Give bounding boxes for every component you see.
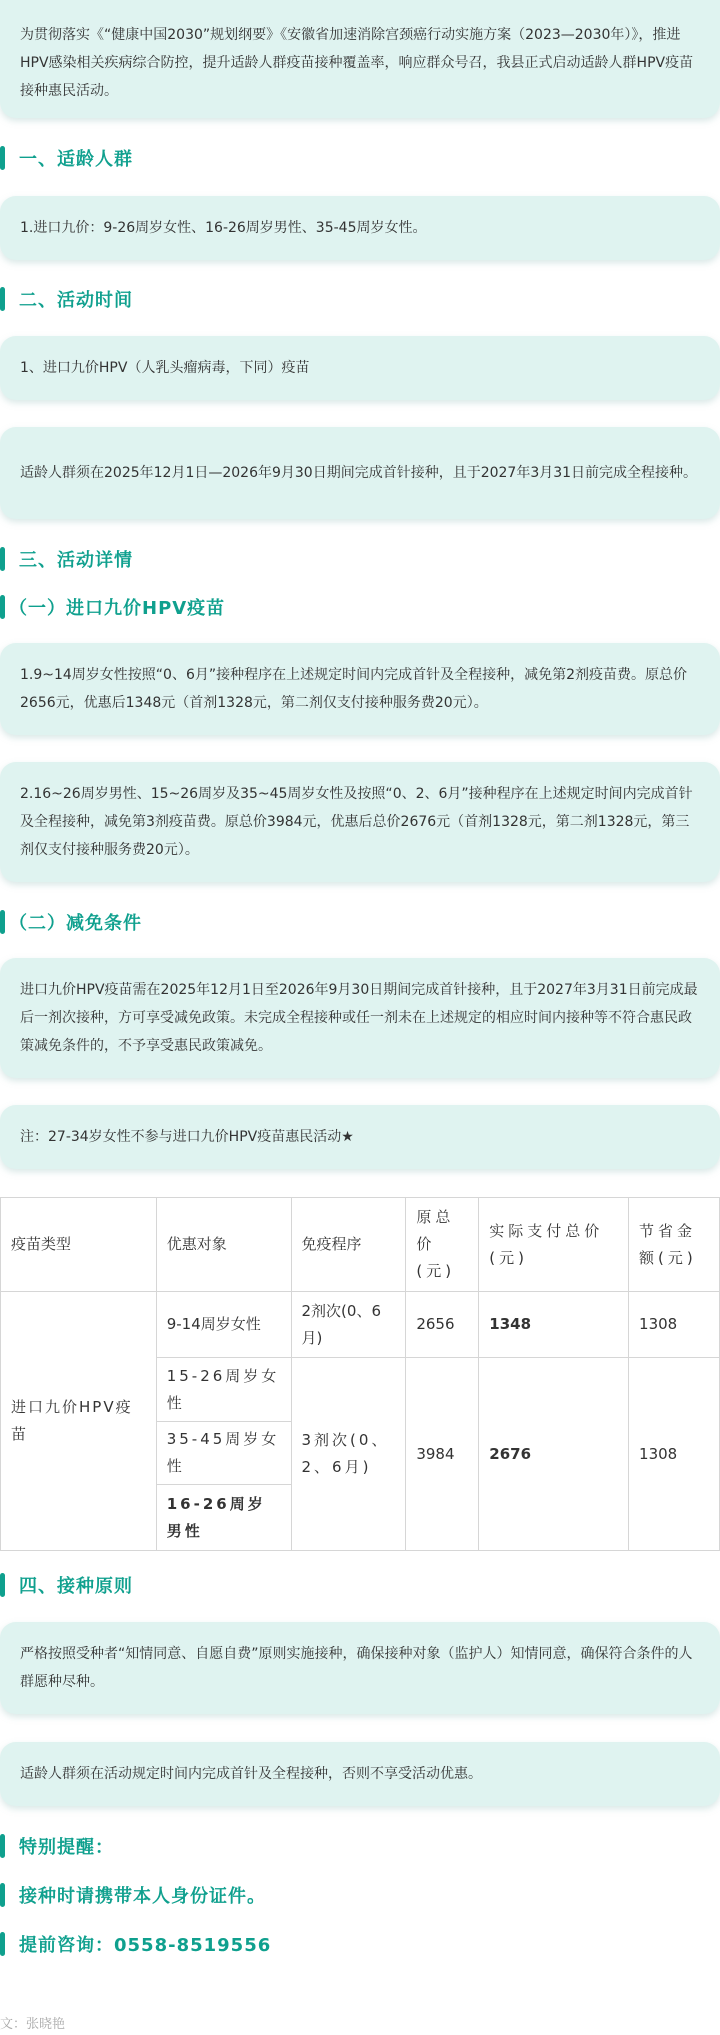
reminder-line-2: 提前咨询：0558-8519556 [19, 1935, 272, 1956]
subsection-title: （二）减免条件 [9, 913, 142, 934]
heading-accent-bar [0, 1883, 5, 1907]
target-cell: 9-14周岁女性 [156, 1292, 291, 1358]
table-row [1, 1292, 720, 1358]
principles-card-1 [0, 1622, 720, 1714]
intro-card [0, 0, 720, 118]
table-header: 实际支付总价(元) [479, 1198, 629, 1292]
schedule-cell: 3剂次(0、2、6月) [291, 1358, 406, 1551]
section-heading-details [0, 545, 133, 573]
heading-accent-bar [0, 1834, 5, 1858]
note-text: 注：27-34岁女性不参与进口九价HPV疫苗惠民活动★ [20, 1129, 354, 1145]
table-header: 免疫程序 [291, 1198, 406, 1292]
target-cell: 15-26周岁女性 [156, 1358, 291, 1422]
heading-accent-bar [0, 287, 5, 311]
details-card-1 [0, 643, 720, 735]
heading-accent-bar [0, 547, 5, 571]
details-card-2 [0, 762, 720, 882]
time-card-1 [0, 336, 720, 400]
saved-amount-cell: 1308 [629, 1292, 720, 1358]
reminder-title: 特别提醒： [19, 1837, 114, 1858]
original-price-cell: 2656 [406, 1292, 479, 1358]
target-cell: 16-26周岁男性 [156, 1485, 291, 1551]
author-credit: 文：张晓艳 [0, 2017, 66, 2032]
table-header-row [1, 1198, 720, 1292]
principles-card-2 [0, 1742, 720, 1806]
time-card-2 [0, 427, 720, 519]
time-text-2: 适龄人群须在2025年12月1日—2026年9月30日期间完成首针接种，且于2027年3月31日前完成全程接种。 [20, 465, 698, 481]
principles-text-1: 严格按照受种者“知情同意、自愿自费”原则实施接种，确保接种对象（监护人）知情同意，确保符合条件的人群愿种尽种。 [20, 1646, 693, 1690]
subheading-nine-valent [0, 593, 225, 621]
target-cell: 35-45周岁女性 [156, 1422, 291, 1485]
section-heading-eligible [0, 144, 133, 172]
table-header: 节省金额(元) [629, 1198, 720, 1292]
section-title: 四、接种原则 [19, 1576, 133, 1597]
eligible-card [0, 196, 720, 260]
paid-price-cell: 1348 [479, 1292, 629, 1358]
table-header: 优惠对象 [156, 1198, 291, 1292]
heading-accent-bar [0, 910, 5, 934]
heading-accent-bar [0, 1573, 5, 1597]
details-text-2: 2.16~26周岁男性、15~26周岁及35~45周岁女性及按照“0、2、6月”接种程序在上述规定时间内完成首针及全程接种，减免第3剂疫苗费。原总价3984元，优惠后总价2676元（首剂1328元，第二剂1328元，第三剂仅支付接种服务费20元）。 [20, 786, 693, 858]
saved-amount-cell: 1308 [629, 1358, 720, 1551]
conditions-card [0, 958, 720, 1078]
section-heading-principles [0, 1571, 133, 1599]
eligible-text: 1.进口九价：9-26周岁女性、16-26周岁男性、35-45周岁女性。 [20, 220, 427, 236]
table-header: 疫苗类型 [1, 1198, 157, 1292]
heading-accent-bar [0, 1932, 5, 1956]
subsection-title: （一）进口九价HPV疫苗 [9, 598, 226, 619]
heading-accent-bar [0, 595, 5, 619]
original-price-cell: 3984 [406, 1358, 479, 1551]
paid-price-cell: 2676 [479, 1358, 629, 1551]
reminder-heading [0, 1832, 114, 1860]
section-title: 二、活动时间 [19, 290, 133, 311]
table-header: 原总价(元) [406, 1198, 479, 1292]
principles-text-2: 适龄人群须在活动规定时间内完成首针及全程接种，否则不享受活动优惠。 [20, 1766, 482, 1782]
section-title: 一、适龄人群 [19, 149, 133, 170]
reminder-line-1: 接种时请携带本人身份证件。 [19, 1886, 266, 1907]
section-title: 三、活动详情 [19, 550, 133, 571]
conditions-text: 进口九价HPV疫苗需在2025年12月1日至2026年9月30日期间完成首针接种，且于2027年3月31日前完成最后一剂次接种，方可享受减免政策。未完成全程接种或任一剂未在上述规定的相应时间内接种等不符合惠民政策减免条件的，不予享受惠民政策减免。 [20, 982, 698, 1054]
note-card [0, 1105, 720, 1169]
intro-text: 为贯彻落实《“健康中国2030”规划纲要》《安徽省加速消除宫颈癌行动实施方案（2023—2030年）》，推进HPV感染相关疾病综合防控，提升适龄人群疫苗接种覆盖率，响应群众号召，我县正式启动适龄人群HPV疫苗接种惠民活动。 [20, 27, 694, 99]
subheading-conditions [0, 908, 142, 936]
discount-table [0, 1197, 720, 1551]
section-heading-time [0, 285, 133, 313]
heading-accent-bar [0, 146, 5, 170]
details-text-1: 1.9~14周岁女性按照“0、6月”接种程序在上述规定时间内完成首针及全程接种，减免第2剂疫苗费。原总价2656元，优惠后1348元（首剂1328元，第二剂仅支付接种服务费20元）。 [20, 667, 688, 711]
reminder-phone [0, 1930, 271, 1958]
schedule-cell: 2剂次(0、6月) [291, 1292, 406, 1358]
vaccine-type-cell: 进口九价HPV疫苗 [1, 1292, 157, 1551]
reminder-id [0, 1881, 266, 1909]
time-text-1: 1、进口九价HPV（人乳头瘤病毒，下同）疫苗 [20, 360, 310, 376]
